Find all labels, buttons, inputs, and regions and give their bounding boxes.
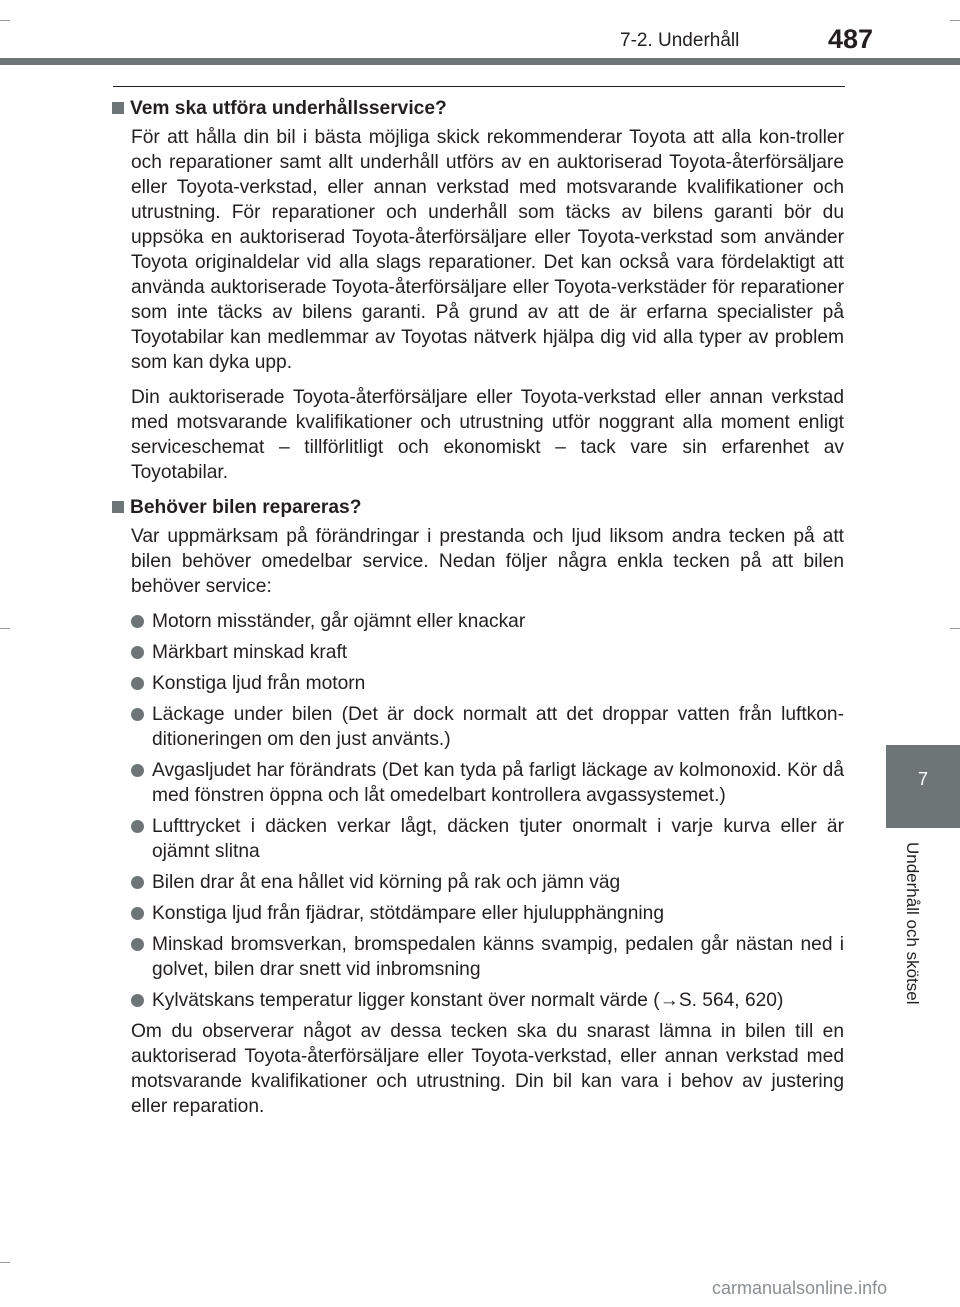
heading-text: Vem ska utföra underhållsservice? [130,98,447,119]
circle-bullet-icon [131,708,144,721]
paragraph: För att hålla din bil i bästa möjliga skick rekommenderar Toyota att alla kon-troller och reparationer samt allt underhåll utförs av en auktoriserad Toyota-återförsäljare eller Toyota-verkstad, eller annan verkstad med motsvarande kvalifikationer och utrustning. För reparationer och underhåll som täcks av bilens garanti bör du uppsöka en auktoriserad Toyota-återförsäljare eller Toyota-verkstad som använder Toyota originaldelar vid alla slags reparationer. Det kan också vara fördelaktigt att använda auktoriserade Toyota-återförsäljare eller Toyota-verkstäder för reparationer som inte täcks av bilens garanti. På grund av att de är erfarna specialister på Toyotabilar kan medlemmar av Toyotas nätverk hjälpa dig vid alla typer av problem som kan dyka upp. [131,127,844,373]
section-heading [112,96,844,121]
circle-bullet-icon [131,876,144,889]
list-item-text: Lufttrycket i däcken verkar lågt, däcken tjuter onormalt i varje kurva eller är ojämnt slitna [152,816,844,862]
list-item [112,988,844,1013]
circle-bullet-icon [131,677,144,690]
list-item-text: Motorn misständer, går ojämnt eller knackar [152,611,526,632]
circle-bullet-icon [131,938,144,951]
crop-mark [0,628,10,629]
paragraph: Var uppmärksam på förändringar i prestanda och ljud liksom andra tecken på att bilen behöver omedelbar service. Nedan följer några enkla tecken på att bilen behöver service: [131,526,844,597]
list-item-text: Läckage under bilen (Det är dock normalt att det droppar vatten från luftkon-ditioneringen om den just använts.) [152,704,844,750]
list-item [112,870,844,895]
section-title: 7-2. Underhåll [620,30,740,51]
crop-mark [950,20,960,21]
list-item [112,671,844,696]
paragraph: Om du observerar något av dessa tecken ska du snarast lämna in bilen till en auktoriserad Toyota-återförsäljare eller Toyota-verkstad, eller annan verkstad med motsvarande kvalifikationer och utrustning. Din bil kan vara i behov av justering eller reparation. [131,1021,844,1117]
symptom-list [112,609,844,1013]
list-item [112,814,844,864]
list-item-text: Avgasljudet har förändrats (Det kan tyda på farligt läckage av kolmonoxid. Kör då med fönstren öppna och låt omedelbart kontrollera avgassystemet.) [152,760,844,806]
square-bullet-icon [112,102,124,114]
heading-text: Behöver bilen repareras? [130,497,362,518]
list-item-text: Märkbart minskad kraft [152,642,348,663]
page-number: 487 [828,24,874,54]
header-rule [113,86,845,87]
main-content [112,96,844,1129]
circle-bullet-icon [131,907,144,920]
header-bar [0,58,960,65]
list-item [112,932,844,982]
list-item [112,901,844,926]
list-item-text: Konstiga ljud från motorn [152,673,366,694]
square-bullet-icon [112,501,124,513]
crop-mark [0,1262,10,1263]
crop-mark [950,628,960,629]
crop-mark [0,20,10,21]
circle-bullet-icon [131,764,144,777]
list-item-text: Minskad bromsverkan, bromspedalen känns svampig, pedalen går nästan ned i golvet, bilen drar snett vid inbromsning [152,934,844,980]
section-heading [112,495,844,520]
list-item [112,609,844,634]
list-item-text: Kylvätskans temperatur ligger konstant över normalt värde (→S. 564, 620) [152,990,784,1011]
list-item [112,702,844,752]
list-item-text: Konstiga ljud från fjädrar, stötdämpare eller hjulupphängning [152,903,665,924]
circle-bullet-icon [131,820,144,833]
chapter-number: 7 [917,769,928,789]
circle-bullet-icon [131,646,144,659]
list-item-text: Bilen drar åt ena hållet vid körning på rak och jämn väg [152,872,621,893]
circle-bullet-icon [131,994,144,1007]
chapter-tab [886,745,960,828]
list-item [112,758,844,808]
watermark: carmanualsonline.info [712,1278,888,1298]
list-item [112,640,844,665]
circle-bullet-icon [131,615,144,628]
paragraph: Din auktoriserade Toyota-återförsäljare eller Toyota-verkstad eller annan verkstad med motsvarande kvalifikationer och utrustning utför noggrant alla moment enligt serviceschemat – tillförlitligt och ekonomiskt – tack vare sin erfarenhet av Toyotabilar. [131,387,844,483]
chapter-label: Underhåll och skötsel [903,842,922,1005]
